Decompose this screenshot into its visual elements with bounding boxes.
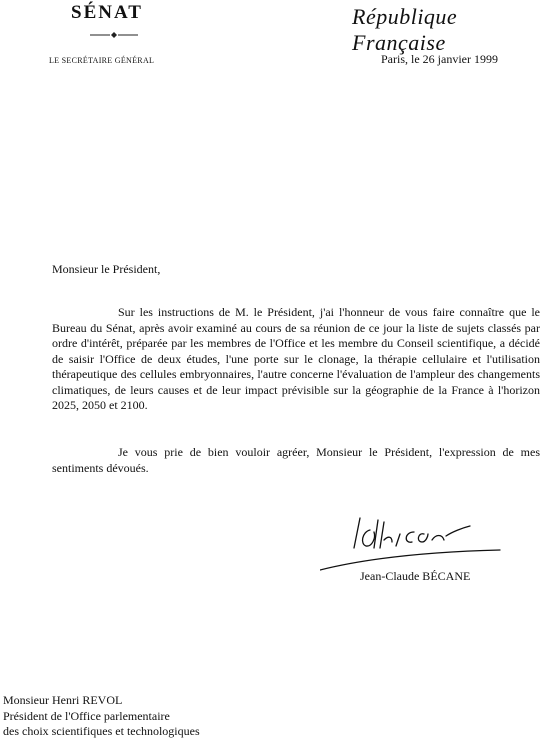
signer-name: Jean-Claude BÉCANE [360,569,471,583]
ornament-divider [90,32,138,38]
recipient-line: des choix scientifiques et technologiques [3,724,200,738]
body-paragraph: Sur les instructions de M. le Président, j'ai l'honneur de vous faire connaître que le Bureau du Sénat, après avoir examiné au cours de sa réunion de ce jour la liste de sujets classés par ordre d'intérêt, préparée par les membres de l'Office et les membre du Conseil scientifique, a décidé de saisir l'Office de deux études, l'une porte sur le clonage, la thérapie cellulaire et l'utilisation thérapeutique des cellules embryonnaires, l'autre concerne l'évaluation de l'ampleur des changements climatiques, de leurs causes et de leur impact prévisible sur la géographie de la France à l'horizon 2025, 2050 et 2100. [52,305,540,412]
republic-heading: République Française [352,4,458,55]
salutation: Monsieur le Président, [52,262,161,276]
closing-paragraph: Je vous prie de bien vouloir agréer, Monsieur le Président, l'expression de mes sentiments dévoués. [52,445,540,475]
office-title: LE SECRÉTAIRE GÉNÉRAL [49,56,155,65]
recipient-line: Président de l'Office parlementaire [3,708,170,723]
recipient-line: Monsieur Henri REVOL [3,693,123,707]
institution-name: SÉNAT [71,2,143,23]
recipient-address [3,693,200,740]
date-line: Paris, le 26 janvier 1999 [381,52,498,66]
